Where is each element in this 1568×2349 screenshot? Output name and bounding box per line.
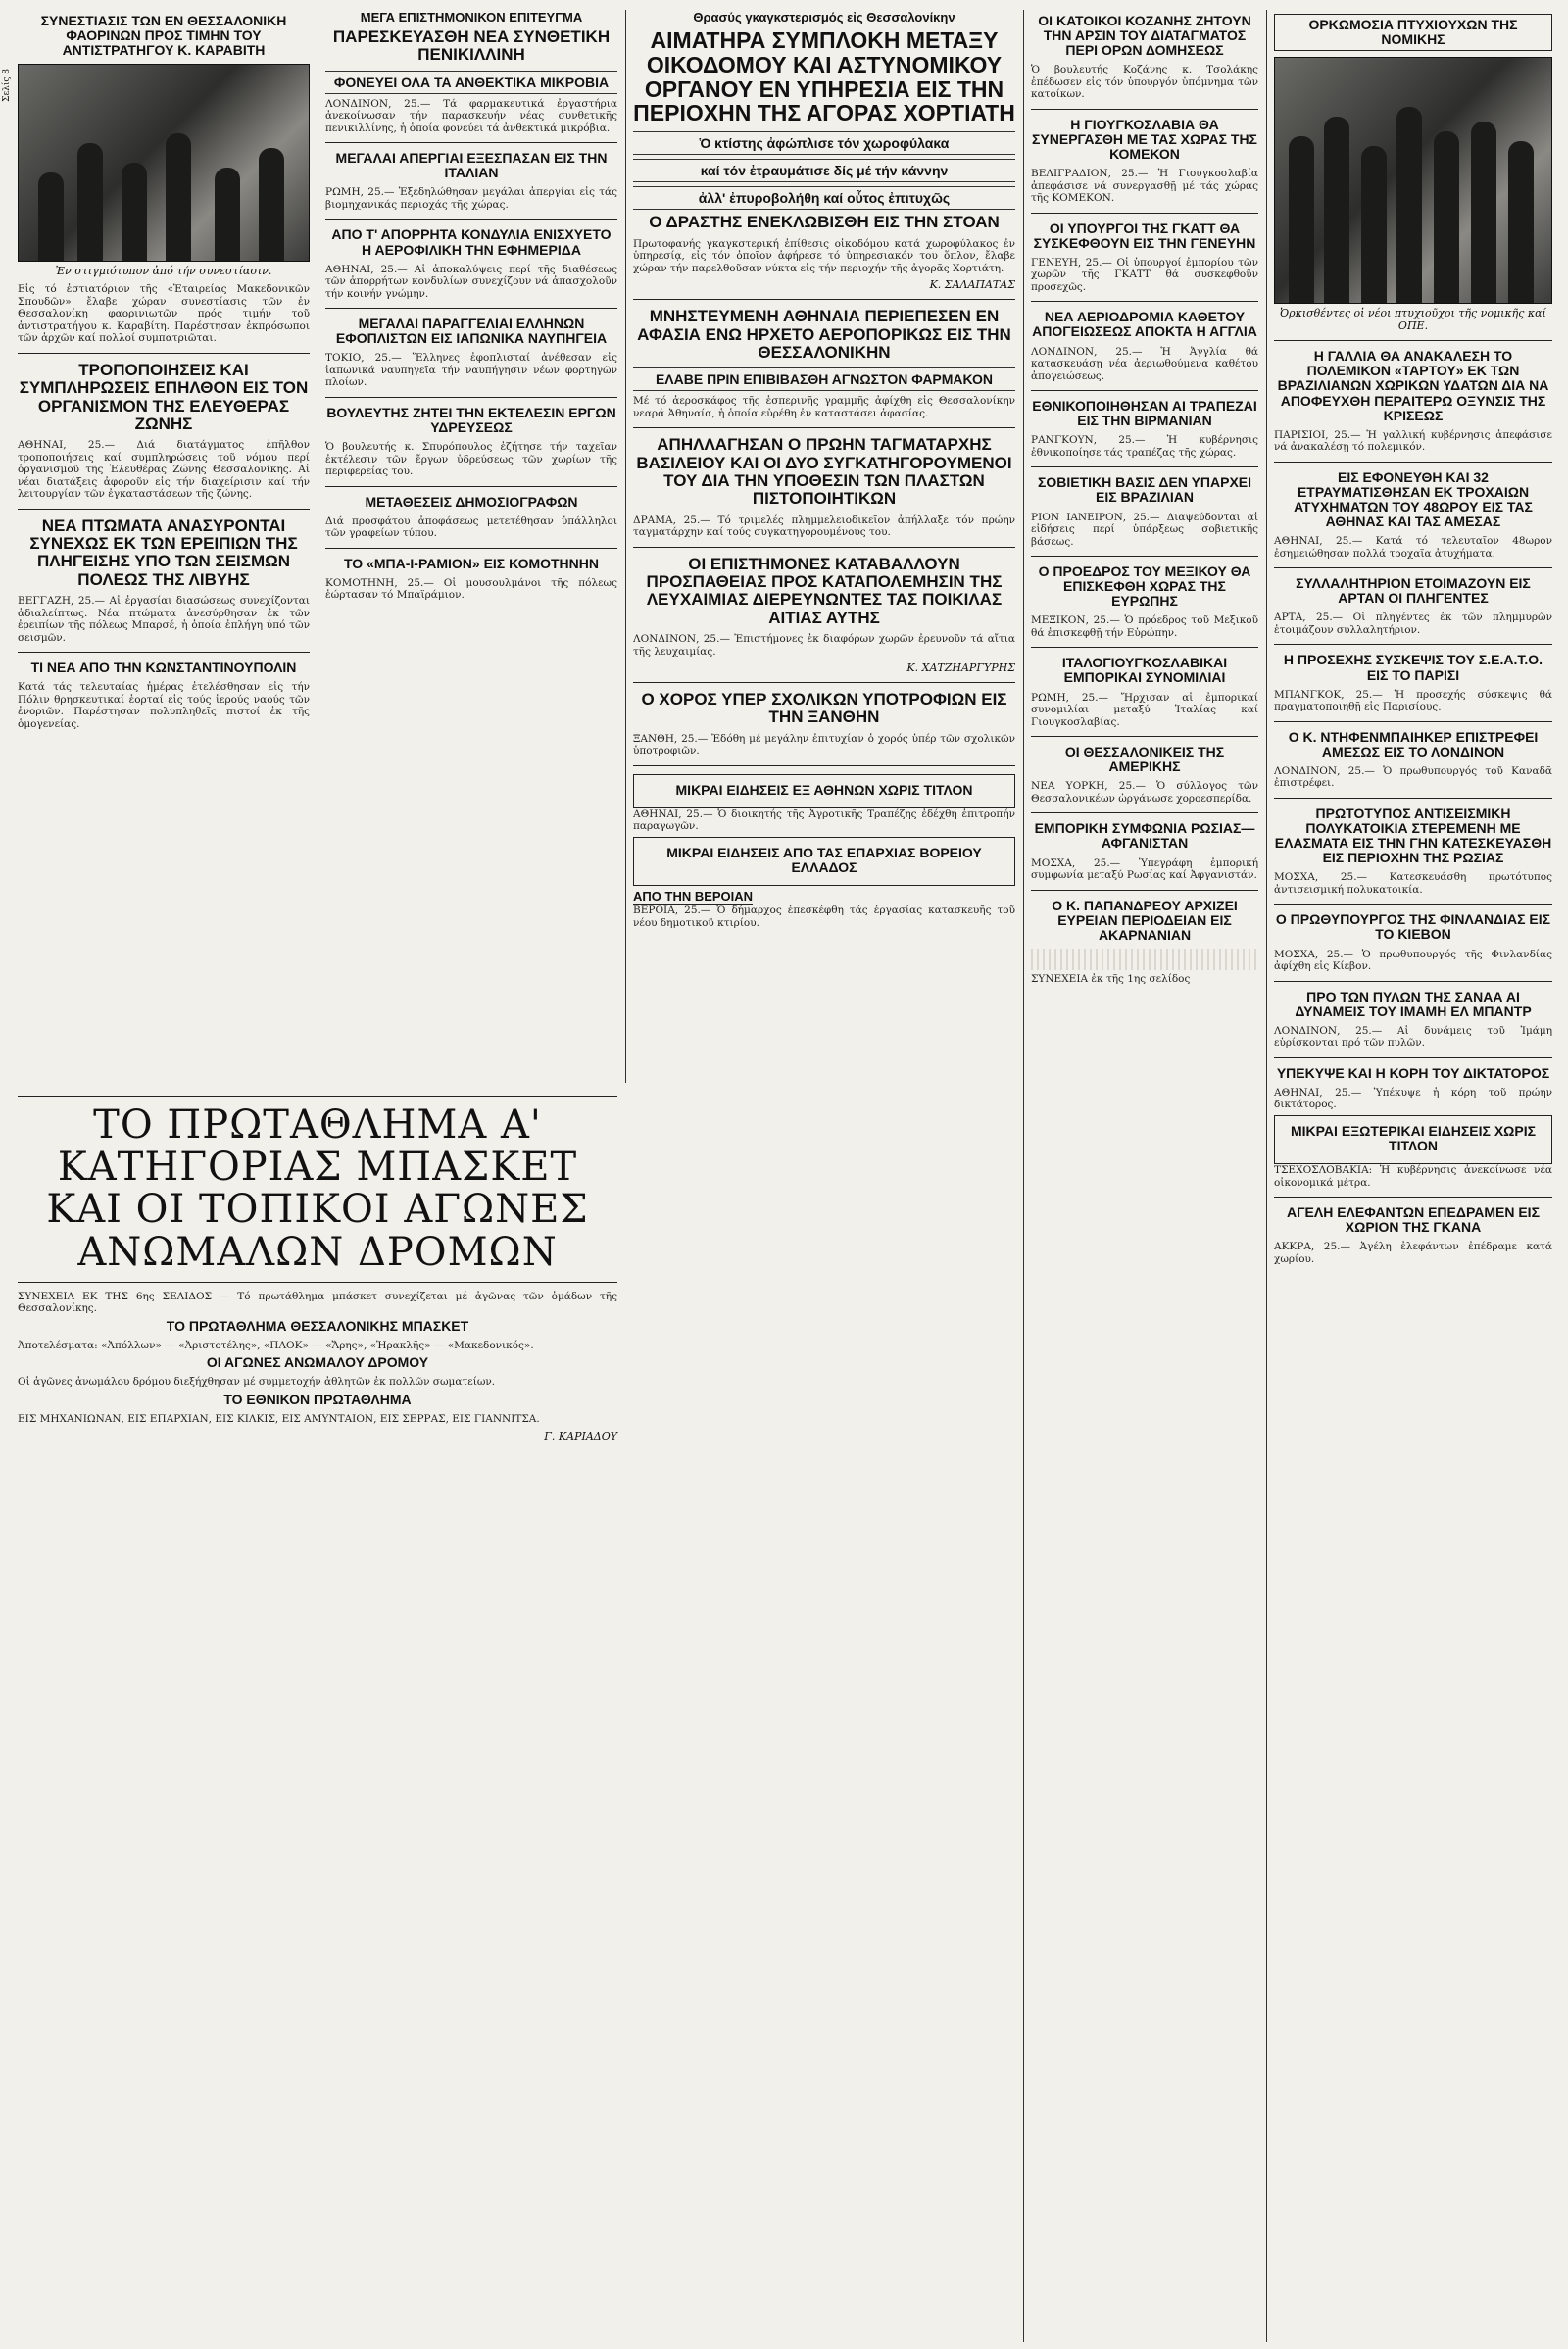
article-italo-body: ΡΩΜΗ, 25.— Ἤρχισαν αἱ ἐμπορικαί συνομιλίαι μεταξύ Ἰταλίας καί Γιουγκοσλαβίας. bbox=[1031, 691, 1258, 728]
article-thessaloniki-basket-body: Ἀποτελέσματα: «Ἀπόλλων» — «Ἀριστοτέλης», «ΠΑΟΚ» — «Ἄρης», «Ἡρακλῆς» — «Μακεδονικός». bbox=[18, 1339, 534, 1351]
caption-dinner: Ἐν στιγμιότυπον ἀπό τήν συνεστίασιν. bbox=[55, 265, 272, 278]
headline-brazil-base: ΣΟΒΙΕΤΙΚΗ ΒΑΣΙΣ ΔΕΝ ΥΠΑΡΧΕΙ ΕΙΣ ΒΡΑΖΙΛΙΑΝ bbox=[1037, 474, 1252, 506]
caption-graduates: Ὀρκισθέντες οἱ νέοι πτυχιοῦχοι τῆς νομικῆς καί ΟΠΕ. bbox=[1280, 307, 1546, 333]
headline-water-works: ΒΟΥΛΕΥΤΗΣ ΖΗΤΕΙ ΤΗΝ ΕΚΤΕΛΕΣΙΝ ΕΡΓΩΝ ΥΔΡΕΥΣΕΩΣ bbox=[326, 404, 616, 435]
headline-secret-funds: ΑΠΟ Τ' ΑΠΟΡΡΗΤΑ ΚΟΝΔΥΛΙΑ ΕΝΙΣΧΥΕΤΟ Η ΑΕΡΟΦΙΛΙΚΗ ΤΗΝ ΕΦΗΜΕΡΙΔΑ bbox=[331, 226, 612, 258]
article-veroia-body: ΒΕΡΟΙΑ, 25.— Ὁ δήμαρχος ἐπεσκέφθη τάς ἐργασίας κατασκευῆς τοῦ νέου δημοτικοῦ κτιρίου. bbox=[633, 905, 1015, 929]
article-yugoslavia-body: ΒΕΛΙΓΡΑΔΙΟΝ, 25.— Ἡ Γιουγκοσλαβία ἀπεφάσισε νά συνεργασθῇ μέ τάς χώρας τῆς ΚΟΜΕΚΟΝ. bbox=[1031, 168, 1258, 205]
article-bayram-body: ΚΟΜΟΤΗΝΗ, 25.— Οἱ μουσουλμάνοι τῆς πόλεως ἑώρτασαν τό Μπαϊράμιον. bbox=[325, 576, 617, 602]
article-accidents-body: ΑΘΗΝΑΙ, 25.— Κατά τό τελευταῖον 48ωρον ἐσημειώθησαν πολλά τροχαῖα ἀτυχήματα. bbox=[1274, 535, 1552, 560]
article-clash-body: Πρωτοφανής γκαγκστερική ἐπίθεσις οἰκοδόμου κατά χωροφύλακος ἐν ὑπηρεσίᾳ, εἰς τόν ὁποῖον ἀφήρεσε τό ὑπηρεσιακόν του ὅπλον, ἔλαβε χώραν τήν παρελθοῦσαν νύκτα εἰς τήν περιοχήν τῆς ἀγορᾶς Χορτιάτη. bbox=[633, 237, 1015, 274]
headline-finland-pm: Ο ΠΡΩΘΥΠΟΥΡΓΟΣ ΤΗΣ ΦΙΝΛΑΝΔΙΑΣ ΕΙΣ ΤΟ ΚΙΕΒΟΝ bbox=[1275, 911, 1551, 943]
article-burma-body: ΡΑΝΓΚΟΥΝ, 25.— Ἡ κυβέρνησις ἐθνικοποίησε τάς τραπέζας τῆς χώρας. bbox=[1031, 434, 1258, 459]
article-free-zone-body: ΑΘΗΝΑΙ, 25.— Διά διατάγματος ἐπῆλθον τροποποιήσεις καί συμπληρώσεις τοῦ νόμου περί ὀργανισμοῦ τῆς Ἐλευθέρας Ζώνης Θεσσαλονίκης. Αἱ νέαι διατάξεις ἀφοροῦν εἰς τήν διαχείρισιν καί τήν λειτουργίαν τῶν ἐγκαταστάσεων τῆς ζώνης. bbox=[18, 439, 310, 501]
headline-cross-country: ΟΙ ΑΓΩΝΕΣ ΑΝΩΜΑΛΟΥ ΔΡΟΜΟΥ bbox=[206, 1354, 429, 1371]
headline-vtol: ΝΕΑ ΑΕΡΙΟΔΡΟΜΙΑ ΚΑΘΕΤΟΥ ΑΠΟΓΕΙΩΣΕΩΣ ΑΠΟΚΤΑ Η ΑΓΓΛΙΑ bbox=[1032, 309, 1257, 340]
article-aphasia-body: Μέ τό ἀεροσκάφος τῆς ἑσπερινῆς γραμμῆς ἀφίχθη εἰς Θεσσαλονίκην νεαρά Ἀθηναία, ἡ ὁποία εὑρέθη ἐν καταστάσει ἀφασίας. bbox=[633, 395, 1015, 419]
article-antiseismic-body: ΜΟΣΧΑ, 25.— Κατεσκευάσθη πρωτότυπος ἀντισεισμική πολυκατοικία. bbox=[1274, 871, 1552, 896]
article-mexico-body: ΜΕΞΙΚΟΝ, 25.— Ὁ πρόεδρος τοῦ Μεξικοῦ θά ἐπισκεφθῇ τήν Εὐρώπην. bbox=[1031, 614, 1258, 639]
article-elephants-body: ΑΚΚΡΑ, 25.— Ἀγέλη ἐλεφάντων ἐπέδραμε κατά χωρίου. bbox=[1274, 1241, 1552, 1265]
column-3 bbox=[633, 10, 1015, 933]
headline-basketball: ΤΟ ΠΡΩΤΑΘΛΗΜΑ Α' ΚΑΤΗΓΟΡΙΑΣ ΜΠΑΣΚΕΤ ΚΑΙ ΟΙ ΤΟΠΙΚΟΙ ΑΓΩΝΕΣ ΑΝΩΜΑΛΩΝ ΔΡΟΜΩΝ bbox=[46, 1102, 589, 1275]
headline-antiseismic: ΠΡΩΤΟΤΥΠΟΣ ΑΝΤΙΣΕΙΣΜΙΚΗ ΠΟΛΥΚΑΤΟΙΚΙΑ ΣΤΕΡΕΜΕΝΗ ΜΕ ΕΛΑΣΜΑΤΑ ΕΙΣ ΤΗΝ ΓΗΝ ΚΑΤΕΣΚΕΥΑΣΘΗ ΕΙΣ ΠΕΡΙΟΧΗΝ ΤΗΣ ΡΩΣΙΑΣ bbox=[1274, 805, 1552, 866]
headline-xanthi-dance: Ο ΧΟΡΟΣ ΥΠΕΡ ΣΧΟΛΙΚΩΝ ΥΠΟΤΡΟΦΙΩΝ ΕΙΣ ΤΗΝ ΞΑΝΘΗΝ bbox=[641, 690, 1007, 727]
article-america-body: ΝΕΑ ΥΟΡΚΗ, 25.— Ὁ σύλλογος τῶν Θεσσαλονικέων ὠργάνωσε χοροεσπερίδα. bbox=[1031, 780, 1258, 805]
article-transfers-body: Διά προσφάτου ἀποφάσεως μετετέθησαν ὑπάλληλοι τῶν γραφείων τύπου. bbox=[325, 514, 617, 540]
headline-bloody-clash: ΑΙΜΑΤΗΡΑ ΣΥΜΠΛΟΚΗ ΜΕΤΑΞΥ ΟΙΚΟΔΟΜΟΥ ΚΑΙ ΑΣΤΥΝΟΜΙΚΟΥ ΟΡΓΑΝΟΥ ΕΝ ΥΠΗΡΕΣΙΑ ΕΙΣ ΤΗΝ ΠΕΡΙΟΧΗΝ ΤΗΣ ΑΓΟΡΑΣ ΧΟΡΤΙΑΤΗ bbox=[633, 27, 1015, 126]
side-marker: Σελίς 8 bbox=[2, 69, 12, 102]
headline-burma-banks: ΕΘΝΙΚΟΠΟΙΗΘΗΣΑΝ ΑΙ ΤΡΑΠΕΖΑΙ ΕΙΣ ΤΗΝ ΒΙΡΜΑΝΙΑΝ bbox=[1032, 398, 1257, 429]
article-gatt-body: ΓΕΝΕΥΗ, 25.— Οἱ ὑπουργοί ἐμπορίου τῶν χωρῶν τῆς ΓΚΑΤΤ θά συσκεφθοῦν προσεχῶς. bbox=[1031, 256, 1258, 293]
photo-graduates bbox=[1274, 57, 1552, 304]
article-national-body: ΕΙΣ ΜΗΧΑΝΙΩΝΑΝ, ΕΙΣ ΕΠΑΡΧΙΑΝ, ΕΙΣ ΚΙΛΚΙΣ, ΕΙΣ ΑΜΥΝΤΑΙΟΝ, ΕΙΣ ΣΕΡΡΑΣ, ΕΙΣ ΓΙΑΝΝΙΤΣΑ. bbox=[18, 1413, 540, 1426]
article-japan-body: ΤΟΚΙΟ, 25.— Ἕλληνες ἐφοπλισταί ἀνέθεσαν εἰς ἰαπωνικά ναυπηγεῖα τήν ναυπήγησιν νέων φορτηγῶν πλοίων. bbox=[325, 352, 617, 389]
article-basketball-body: ΣΥΝΕΧΕΙΑ ΕΚ ΤΗΣ 6ης ΣΕΛΙΔΟΣ — Τό πρωτάθλημα μπάσκετ συνεχίζεται μέ ἀγῶνας τῶν ὁμάδων τῆς Θεσσαλονίκης. bbox=[18, 1290, 617, 1315]
article-seato-body: ΜΠΑΝΓΚΟΚ, 25.— Ἡ προσεχής σύσκεψις θά πραγματοποιηθῇ εἰς Παρισίους. bbox=[1274, 688, 1552, 713]
headline-libya-quake: ΝΕΑ ΠΤΩΜΑΤΑ ΑΝΑΣΥΡΟΝΤΑΙ ΣΥΝΕΧΩΣ ΕΚ ΤΩΝ ΕΡΕΙΠΙΩΝ ΤΗΣ ΠΛΗΓΕΙΣΗΣ ΥΠΟ ΤΩΝ ΣΕΙΣΜΩΝ ΠΟΛΕΩΣ ΤΗΣ ΛΙΒΥΗΣ bbox=[29, 515, 298, 589]
headline-karaviti-dinner: ΣΥΝΕΣΤΙΑΣΙΣ ΤΩΝ ΕΝ ΘΕΣΣΑΛΟΝΙΚΗ ΦΑΟΡΙΝΩΝ ΠΡΟΣ ΤΙΜΗΝ ΤΟΥ ΑΝΤΙΣΤΡΑΤΗΓΟΥ Κ. ΚΑΡΑΒΙΤΗ bbox=[40, 13, 287, 59]
headline-seato: Η ΠΡΟΣΕΧΗΣ ΣΥΣΚΕΨΙΣ ΤΟΥ Σ.Ε.Α.Τ.Ο. ΕΙΣ ΤΟ ΠΑΡΙΣΙ bbox=[1283, 652, 1544, 683]
headline-northern-briefs: ΜΙΚΡΑΙ ΕΙΔΗΣΕΙΣ ΑΠΟ ΤΑΣ ΕΠΑΡΧΙΑΣ ΒΟΡΕΙΟΥ ΕΛΛΑΔΟΣ bbox=[666, 844, 982, 876]
kicker-science: ΜΕΓΑ ΕΠΙΣΤΗΜΟΝΙΚΟΝ ΕΠΙΤΕΥΓΜΑ bbox=[360, 10, 583, 24]
headline-kozani: ΟΙ ΚΑΤΟΙΚΟΙ ΚΟΖΑΝΗΣ ΖΗΤΟΥΝ ΤΗΝ ΑΡΣΙΝ ΤΟΥ ΔΙΑΤΑΓΜΑΤΟΣ ΠΕΡΙ ΟΡΩΝ ΔΟΜΗΣΕΩΣ bbox=[1038, 13, 1251, 59]
byline-kariadou: Γ. ΚΑΡΙΑΔΟΥ bbox=[544, 1429, 617, 1443]
column-2 bbox=[325, 10, 617, 606]
byline-salapatas: Κ. ΣΑΛΑΠΑΤΑΣ bbox=[929, 278, 1015, 292]
article-diefenbaker-body: ΛΟΝΔΙΝΟΝ, 25.— Ὁ πρωθυπουργός τοῦ Καναδᾶ ἐπιστρέφει. bbox=[1274, 764, 1552, 790]
column-5 bbox=[1274, 10, 1552, 1269]
headline-arta-rally: ΣΥΛΛΑΛΗΤΗΡΙΟΝ ΕΤΟΙΜΑΖΟΥΝ ΕΙΣ ΑΡΤΑΝ ΟΙ ΠΛΗΓΕΝΤΕΣ bbox=[1296, 575, 1531, 607]
headline-japan-shipyards: ΜΕΓΑΛΑΙ ΠΑΡΑΓΓΕΛΙΑΙ ΕΛΛΗΝΩΝ ΕΦΟΠΛΙΣΤΩΝ ΕΙΣ ΙΑΠΩΝΙΚΑ ΝΑΥΠΗΓΕΙΑ bbox=[335, 316, 608, 347]
article-leukemia-body: ΛΟΝΔΙΝΟΝ, 25.— Ἐπιστήμονες ἐκ διαφόρων χωρῶν ἐρευνοῦν τά αἴτια τῆς λευχαιμίας. bbox=[633, 633, 1015, 658]
kicker-gangsterism: Θρασύς γκαγκστερισμός εἰς Θεσσαλονίκην bbox=[693, 10, 956, 24]
headline-law-oath: ΟΡΚΩΜΟΣΙΑ ΠΤΥΧΙΟΥΧΩΝ ΤΗΣ ΝΟΜΙΚΗΣ bbox=[1274, 14, 1552, 51]
headline-thessaloniki-basket: ΤΟ ΠΡΩΤΑΘΛΗΜΑ ΘΕΣΣΑΛΟΝΙΚΗΣ ΜΠΑΣΚΕΤ bbox=[166, 1317, 469, 1334]
subhead-clash-1: Ὁ κτίστης ἀφώπλισε τόν χωροφύλακα bbox=[633, 131, 1015, 155]
article-penicillin-body: ΛΟΝΔΙΝΟΝ, 25.— Τά φαρμακευτικά ἐργαστήρια ἀνεκοίνωσαν τήν παρασκευήν νέας συνθετικῆς πενικιλλίνης, ἡ ὁποία φονεύει τά ἀνθεκτικά μικρόβια. bbox=[325, 97, 617, 134]
article-sanaa-body: ΛΟΝΔΙΝΟΝ, 25.— Αἱ δυνάμεις τοῦ Ἰμάμη εὑρίσκονται πρό τῶν πυλῶν. bbox=[1274, 1024, 1552, 1050]
article-afghan-body: ΜΟΣΧΑ, 25.— Ὑπεγράφη ἐμπορική συμφωνία μεταξύ Ρωσίας καί Ἀφγανιστάν. bbox=[1031, 856, 1258, 882]
headline-athens-briefs: ΜΙΚΡΑΙ ΕΙΔΗΣΕΙΣ ΕΞ ΑΘΗΝΩΝ ΧΩΡΙΣ ΤΙΤΛΟΝ bbox=[675, 781, 973, 798]
subhead-penicillin: ΦΟΝΕΥΕΙ ΟΛΑ ΤΑ ΑΝΘΕΚΤΙΚΑ ΜΙΚΡΟΒΙΑ bbox=[325, 71, 617, 94]
subhead-clash-3: ἀλλ' ἐπυροβολήθη καί οὗτος ἐπιτυχῶς bbox=[633, 186, 1015, 210]
article-finland-body: ΜΟΣΧΑ, 25.— Ὁ πρωθυπουργός τῆς Φινλανδίας ἀφίχθη εἰς Κίεβον. bbox=[1274, 948, 1552, 973]
headline-dictator-daughter: ΥΠΕΚΥΨΕ ΚΑΙ Η ΚΟΡΗ ΤΟΥ ΔΙΚΤΑΤΟΡΟΣ bbox=[1276, 1064, 1550, 1081]
sports-section bbox=[18, 1088, 617, 1446]
headline-aphasia: ΜΝΗΣΤΕΥΜΕΝΗ ΑΘΗΝΑΙΑ ΠΕΡΙΕΠΕΣΕΝ ΕΝ ΑΦΑΣΙΑ ΕΝΩ ΗΡΧΕΤΟ ΑΕΡΟΠΟΡΙΚΩΣ ΕΙΣ ΤΗΝ ΘΕΣΣΑΛΟΝΙΚΗΝ bbox=[637, 307, 1011, 362]
subhead-aphasia: ΕΛΑΒΕ ΠΡΙΝ ΕΠΙΒΙΒΑΣΘΗ ΑΓΝΩΣΤΟΝ ΦΑΡΜΑΚΟΝ bbox=[633, 367, 1015, 391]
article-acquitted-body: ΔΡΑΜΑ, 25.— Τό τριμελές πλημμελειοδικεῖον ἀπήλλαξε τόν πρώην ταγματάρχην καί τούς συγκατηγορουμένους του. bbox=[633, 514, 1015, 539]
column-4 bbox=[1031, 10, 1258, 989]
byline-chatziargyris: Κ. ΧΑΤΖΗΑΡΓΥΡΗΣ bbox=[906, 661, 1015, 675]
headline-sanaa: ΠΡΟ ΤΩΝ ΠΥΛΩΝ ΤΗΣ ΣΑΝΑΑ ΑΙ ΔΥΝΑΜΕΙΣ ΤΟΥ ΙΜΑΜΗ ΕΛ ΜΠΑΝΤΡ bbox=[1295, 988, 1532, 1019]
headline-penicillin: ΠΑΡΕΣΚΕΥΑΣΘΗ ΝΕΑ ΣΥΝΘΕΤΙΚΗ ΠΕΝΙΚΙΛΛΙΝΗ bbox=[332, 27, 611, 65]
headline-traffic-accidents: ΕΙΣ ΕΦΟΝΕΥΘΗ ΚΑΙ 32 ΕΤΡΑΥΜΑΤΙΣΘΗΣΑΝ ΕΚ ΤΡΟΧΑΙΩΝ ΑΤΥΧΗΜΑΤΩΝ ΤΟΥ 48ΩΡΟΥ ΕΙΣ ΤΑΣ ΑΘΗΝΑΣ ΚΑΙ ΤΑΣ ΑΜΕΣΑΣ bbox=[1294, 468, 1533, 530]
headline-foreign-briefs: ΜΙΚΡΑΙ ΕΞΩΤΕΡΙΚΑΙ ΕΙΔΗΣΕΙΣ ΧΩΡΙΣ ΤΙΤΛΟΝ bbox=[1290, 1122, 1537, 1153]
headline-national-championship: ΤΟ ΕΘΝΙΚΟΝ ΠΡΩΤΑΘΛΗΜΑ bbox=[223, 1391, 412, 1407]
headline-yugoslavia-comecon: Η ΓΙΟΥΓΚΟΣΛΑΒΙΑ ΘΑ ΣΥΝΕΡΓΑΣΘΗ ΜΕ ΤΑΣ ΧΩΡΑΣ ΤΗΣ ΚΟΜΕΚΟΝ bbox=[1032, 116, 1257, 163]
headline-trapped-in-arcade: Ο ΔΡΑΣΤΗΣ ΕΝΕΚΛΩΒΙΣΘΗ ΕΙΣ ΤΗΝ ΣΤΟΑΝ bbox=[649, 213, 1000, 232]
article-brazil-body: ΡΙΟΝ ΙΑΝΕΙΡΟΝ, 25.— Διαψεύδονται αἱ εἰδήσεις περί ὑπάρξεως σοβιετικῆς βάσεως. bbox=[1031, 511, 1258, 548]
article-italy-body: ΡΩΜΗ, 25.— Ἐξεδηλώθησαν μεγάλαι ἀπεργίαι εἰς τάς βιομηχανικάς περιοχάς τῆς χώρας. bbox=[325, 186, 617, 211]
headline-leukemia: ΟΙ ΕΠΙΣΤΗΜΟΝΕΣ ΚΑΤΑΒΑΛΛΟΥΝ ΠΡΟΣΠΑΘΕΙΑΣ ΠΡΟΣ ΚΑΤΑΠΟΛΕΜΗΣΙΝ ΤΗΣ ΛΕΥΧΑΙΜΙΑΣ ΔΙΕΡΕΥΝΩΝΤΕΣ ΤΑΣ ΠΟΙΚΙΛΑΣ ΑΙΤΙΑΣ ΑΥΤΗΣ bbox=[646, 554, 1003, 627]
article-constantinople-body: Κατά τάς τελευταίας ἡμέρας ἐτελέσθησαν εἰς τήν Πόλιν θρησκευτικαί ἑορταί εἰς τούς ἱερούς ναούς τῶν ἐνοριῶν. Παρέστησαν πολυπληθεῖς πιστοί ἐκ τῆς ὁμογενείας. bbox=[18, 681, 310, 730]
subhead-veroia: ΑΠΟ ΤΗΝ ΒΕΡΟΙΑΝ bbox=[633, 889, 754, 905]
headline-constantinople: ΤΙ ΝΕΑ ΑΠΟ ΤΗΝ ΚΩΝΣΤΑΝΤΙΝΟΥΠΟΛΙΝ bbox=[30, 660, 297, 676]
decorative-banner bbox=[1031, 949, 1258, 970]
photo-dinner bbox=[18, 64, 310, 262]
article-libya-body: ΒΕΓΓΑΖΗ, 25.— Αἱ ἐργασίαι διασώσεως συνεχίζονται ἀδιαλείπτως. Νέα πτώματα ἀνεσύρθησαν ἐκ τῶν ἐρειπίων τῆς πόλεως Μπαρσέ, ἡ ὁποία ἐπλήγη ὑπό τῶν σεισμῶν. bbox=[18, 595, 310, 644]
headline-tartu: Η ΓΑΛΛΙΑ ΘΑ ΑΝΑΚΑΛΕΣΗ ΤΟ ΠΟΛΕΜΙΚΟΝ «ΤΑΡΤΟΥ» ΕΚ ΤΩΝ ΒΡΑΖΙΛΙΑΝΩΝ ΧΩΡΙΚΩΝ ΥΔΑΤΩΝ ΔΙΑ ΝΑ ΑΠΟΦΕΥΧΘΗ ΠΕΡΑΙΤΕΡΩ ΟΞΥΝΣΙΣ ΤΗΣ ΚΡΙΣΕΩΣ bbox=[1277, 348, 1549, 423]
newspaper-page bbox=[2, 10, 1552, 2342]
article-kozani-body: Ὁ βουλευτής Κοζάνης κ. Τσολάκης ἐπέδωσεν εἰς τόν ὑπουργόν ὑπόμνημα τῶν κατοίκων. bbox=[1031, 64, 1258, 101]
headline-mexico-president: Ο ΠΡΟΕΔΡΟΣ ΤΟΥ ΜΕΞΙΚΟΥ ΘΑ ΕΠΙΣΚΕΦΘΗ ΧΩΡΑΣ ΤΗΣ ΕΥΡΩΠΗΣ bbox=[1038, 563, 1251, 610]
headline-russia-afghanistan: ΕΜΠΟΡΙΚΗ ΣΥΜΦΩΝΙΑ ΡΩΣΙΑΣ—ΑΦΓΑΝΙΣΤΑΝ bbox=[1034, 820, 1255, 852]
headline-acquitted: ΑΠΗΛΛΑΓΗΣΑΝ Ο ΠΡΩΗΝ ΤΑΓΜΑΤΑΡΧΗΣ ΒΑΣΙΛΕΙΟΥ ΚΑΙ ΟΙ ΔΥΟ ΣΥΓΚΑΤΗΓΟΡΟΥΜΕΝΟΙ ΤΟΥ ΔΙΑ ΤΗΝ ΥΠΟΘΕΣΙΝ ΤΩΝ ΠΛΑΣΤΩΝ ΠΙΣΤΟΠΟΙΗΤΙΚΩΝ bbox=[636, 435, 1012, 509]
article-cross-country-body: Οἱ ἀγῶνες ἀνωμάλου δρόμου διεξήχθησαν μέ συμμετοχήν ἀθλητῶν ἐκ πολλῶν σωματείων. bbox=[18, 1376, 496, 1389]
article-vtol-body: ΛΟΝΔΙΝΟΝ, 25.— Ἡ Ἀγγλία θά κατασκευάσῃ νέα ἀεριωθούμενα καθέτου ἀπογειώσεως. bbox=[1031, 345, 1258, 382]
article-foreign-briefs-body: ΤΣΕΧΟΣΛΟΒΑΚΙΑ: Ἡ κυβέρνησις ἀνεκοίνωσε νέα οἰκονομικά μέτρα. bbox=[1274, 1164, 1552, 1189]
article-dictator-body: ΑΘΗΝΑΙ, 25.— Ὑπέκυψε ἡ κόρη τοῦ πρώην δικτάτορος. bbox=[1274, 1086, 1552, 1111]
article-secret-funds-body: ΑΘΗΝΑΙ, 25.— Αἱ ἀποκαλύψεις περί τῆς διαθέσεως τῶν ἀπορρήτων κονδυλίων συνεχίζουν νά ἀπασχολοῦν τήν κοινήν γνώμην. bbox=[325, 263, 617, 300]
subhead-clash-2: καί τόν ἐτραυμάτισε δίς μέ τήν κάννην bbox=[633, 159, 1015, 182]
headline-free-zone: ΤΡΟΠΟΠΟΙΗΣΕΙΣ ΚΑΙ ΣΥΜΠΛΗΡΩΣΕΙΣ ΕΠΗΛΘΟΝ ΕΙΣ ΤΟΝ ΟΡΓΑΝΙΣΜΟΝ ΤΗΣ ΕΛΕΥΘΕΡΑΣ ΖΩΝΗΣ bbox=[19, 360, 309, 433]
headline-italy-strikes: ΜΕΓΑΛΑΙ ΑΠΕΡΓΙΑΙ ΕΞΕΣΠΑΣΑΝ ΕΙΣ ΤΗΝ ΙΤΑΛΙΑΝ bbox=[335, 150, 608, 181]
headline-italo-yugoslav: ΙΤΑΛΟΓΙΟΥΓΚΟΣΛΑΒΙΚΑΙ ΕΜΠΟΡΙΚΑΙ ΣΥΝΟΜΙΛΙΑΙ bbox=[1061, 655, 1228, 686]
article-water-body: Ὁ βουλευτής κ. Σπυρόπουλος ἐζήτησε τήν ταχεῖαν ἐκτέλεσιν τῶν ἔργων ὑδρεύσεως τῶν χωρίων τῆς περιφερείας του. bbox=[325, 441, 617, 478]
headline-gatt: ΟΙ ΥΠΟΥΡΓΟΙ ΤΗΣ ΓΚΑΤΤ ΘΑ ΣΥΣΚΕΦΘΟΥΝ ΕΙΣ ΤΗΝ ΓΕΝΕΥΗΝ bbox=[1033, 220, 1256, 251]
article-arta-body: ΑΡΤΑ, 25.— Οἱ πληγέντες ἐκ τῶν πλημμυρῶν ἑτοιμάζουν συλλαλητήριον. bbox=[1274, 612, 1552, 636]
headline-diefenbaker: Ο Κ. ΝΤΗΦΕΝΜΠΑΙΗΚΕΡ ΕΠΙΣΤΡΕΦΕΙ ΑΜΕΣΩΣ ΕΙΣ ΤΟ ΛΟΝΔΙΝΟΝ bbox=[1288, 728, 1539, 759]
headline-papandreou: Ο Κ. ΠΑΠΑΝΔΡΕΟΥ ΑΡΧΙΖΕΙ ΕΥΡΕΙΑΝ ΠΕΡΙΟΔΕΙΑΝ ΕΙΣ ΑΚΑΡΝΑΝΙΑΝ bbox=[1052, 897, 1238, 943]
headline-bayram: ΤΟ «ΜΠΑ-Ι-ΡΑΜΙΟΝ» ΕΙΣ ΚΟΜΟΤΗΝΗΝ bbox=[343, 555, 600, 571]
article-dinner-body: Εἰς τό ἑστιατόριον τῆς «Ἑταιρείας Μακεδονικῶν Σπουδῶν» ἔλαβε χώραν συνεστίασις τῶν ἐν Θεσσαλονίκῃ φαορινιωτῶν πρός τιμήν τοῦ ἀντιστρατήγου κ. Καραβίτη. Παρέστησαν ἐκπρόσωποι τῶν ἀρχῶν καί πολλοί συμπατριῶται. bbox=[18, 283, 310, 345]
article-athens-briefs-body: ΑΘΗΝΑΙ, 25.— Ὁ διοικητής τῆς Ἀγροτικῆς Τραπέζης ἐδέχθη ἐπιτροπήν παραγωγῶν. bbox=[633, 807, 1015, 833]
article-xanthi-body: ΞΑΝΘΗ, 25.— Ἐδόθη μέ μεγάλην ἐπιτυχίαν ὁ χορός ὑπέρ τῶν σχολικῶν ὑποτροφιῶν. bbox=[633, 732, 1015, 758]
article-tartu-body: ΠΑΡΙΣΙΟΙ, 25.— Ἡ γαλλική κυβέρνησις ἀπεφάσισε νά ἀνακαλέσῃ τό πολεμικόν. bbox=[1274, 428, 1552, 454]
headline-elephants: ΑΓΕΛΗ ΕΛΕΦΑΝΤΩΝ ΕΠΕΔΡΑΜΕΝ ΕΙΣ ΧΩΡΙΟΝ ΤΗΣ ΓΚΑΝΑ bbox=[1287, 1204, 1540, 1236]
headline-journalist-transfers: ΜΕΤΑΘΕΣΕΙΣ ΔΗΜΟΣΙΟΓΡΑΦΩΝ bbox=[365, 493, 578, 510]
article-papandreou-body: ΣΥΝΕΧΕΙΑ ἐκ τῆς 1ης σελίδος bbox=[1031, 972, 1191, 985]
headline-thessalonians-america: ΟΙ ΘΕΣΣΑΛΟΝΙΚΕΙΣ ΤΗΣ ΑΜΕΡΙΚΗΣ bbox=[1064, 744, 1225, 775]
column-1 bbox=[18, 10, 310, 734]
